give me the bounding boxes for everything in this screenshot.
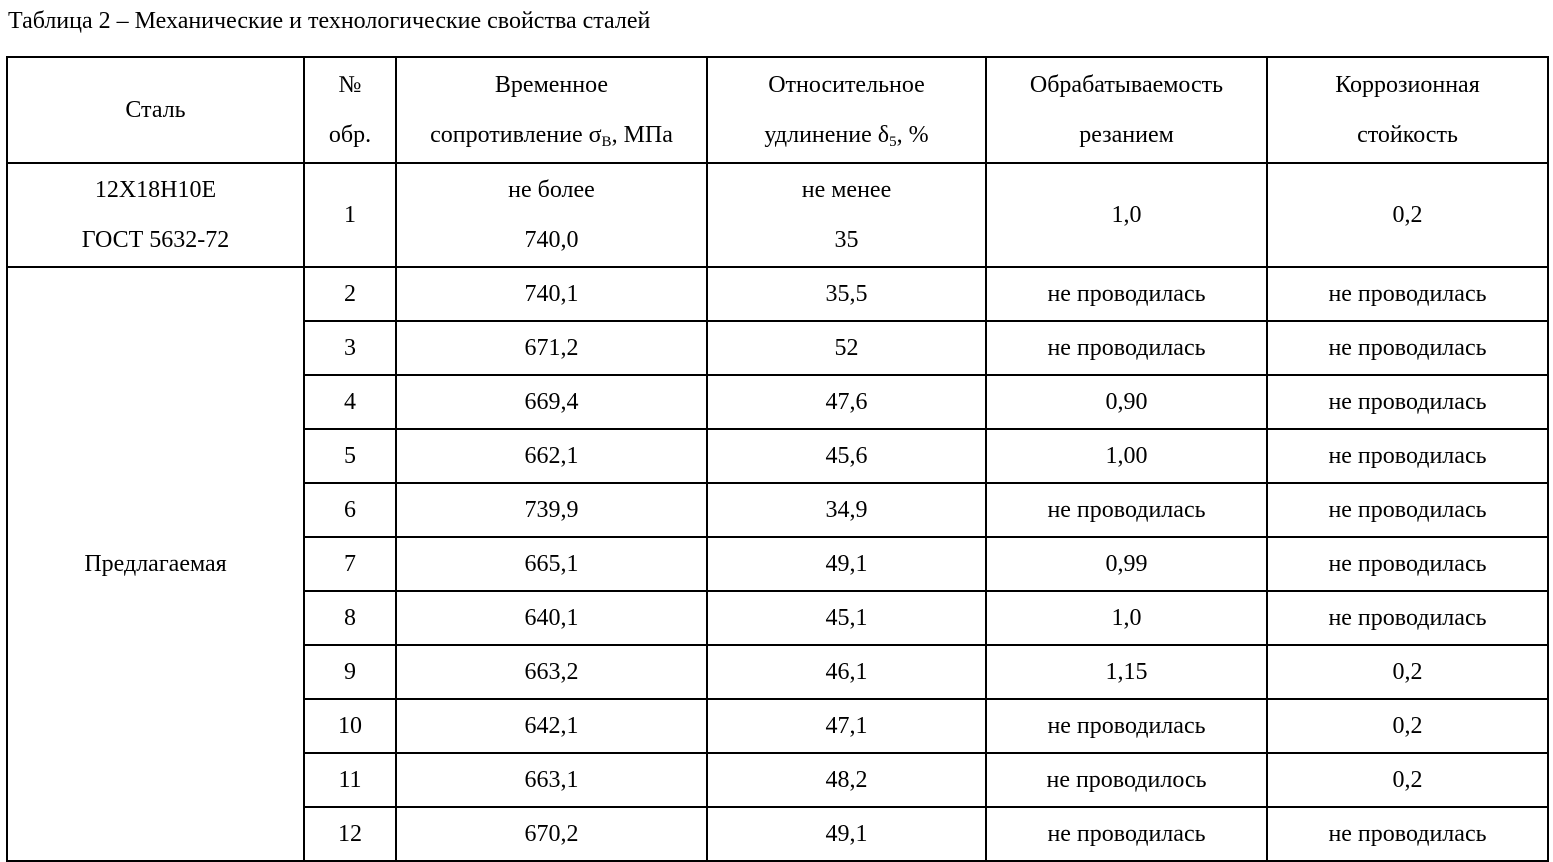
cell-elong: 48,2 — [707, 753, 986, 807]
cell-machinability: 1,00 — [986, 429, 1267, 483]
header-corrosion — [1267, 57, 1548, 163]
header-strength-line1: Временное — [494, 72, 609, 98]
standard-steel-gost: ГОСТ 5632-72 — [81, 227, 230, 253]
cell-machinability: 1,0 — [986, 591, 1267, 645]
header-number-line2: обр. — [328, 122, 372, 148]
standard-strength-cell — [396, 163, 707, 267]
cell-machinability: не проводилась — [986, 807, 1267, 861]
cell-elong: 45,6 — [707, 429, 986, 483]
cell-corrosion: 0,2 — [1267, 699, 1548, 753]
standard-strength-value: 740,0 — [524, 227, 579, 253]
cell-corrosion: 0,2 — [1267, 753, 1548, 807]
standard-elongation-cell — [707, 163, 986, 267]
cell-num: 3 — [304, 321, 396, 375]
cell-elong: 45,1 — [707, 591, 986, 645]
standard-number: 1 — [344, 202, 356, 228]
cell-elong: 52 — [707, 321, 986, 375]
cell-elong: 35,5 — [707, 267, 986, 321]
cell-elong: 47,1 — [707, 699, 986, 753]
cell-machinability: 1,15 — [986, 645, 1267, 699]
cell-strength: 665,1 — [396, 537, 707, 591]
properties-table — [6, 56, 1549, 862]
cell-strength: 739,9 — [396, 483, 707, 537]
cell-elong: 49,1 — [707, 807, 986, 861]
cell-num: 7 — [304, 537, 396, 591]
standard-elongation-value: 35 — [834, 227, 859, 253]
table-row — [7, 267, 1548, 321]
header-strength-unit: , МПа — [611, 122, 673, 148]
standard-steel-grade: 12Х18Н10Е — [94, 177, 217, 203]
cell-num: 11 — [304, 753, 396, 807]
header-number — [304, 57, 396, 163]
cell-elong: 47,6 — [707, 375, 986, 429]
cell-num: 8 — [304, 591, 396, 645]
cell-machinability: не проводилась — [986, 483, 1267, 537]
cell-corrosion: 0,2 — [1267, 645, 1548, 699]
cell-strength: 671,2 — [396, 321, 707, 375]
cell-corrosion: не проводилась — [1267, 267, 1548, 321]
header-corrosion-line1: Коррозионная — [1335, 72, 1480, 98]
cell-strength: 669,4 — [396, 375, 707, 429]
cell-num: 10 — [304, 699, 396, 753]
standard-number-cell — [304, 163, 396, 267]
header-machinability — [986, 57, 1267, 163]
cell-strength: 642,1 — [396, 699, 707, 753]
header-elongation-line2 — [708, 110, 985, 160]
cell-machinability: не проводилась — [986, 699, 1267, 753]
cell-machinability: не проводилась — [986, 267, 1267, 321]
proposed-steel-label: Предлагаемая — [84, 551, 227, 577]
cell-corrosion: не проводилась — [1267, 483, 1548, 537]
standard-strength-qualifier: не более — [508, 177, 595, 203]
cell-corrosion: не проводилась — [1267, 375, 1548, 429]
header-elongation-text: удлинение δ — [764, 122, 890, 148]
header-row — [7, 57, 1548, 163]
cell-machinability: 0,90 — [986, 375, 1267, 429]
header-corrosion-line2: стойкость — [1357, 122, 1458, 148]
cell-strength: 662,1 — [396, 429, 707, 483]
cell-strength: 663,2 — [396, 645, 707, 699]
header-number-line1: № — [338, 72, 362, 98]
cell-machinability: не проводилось — [986, 753, 1267, 807]
cell-elong: 49,1 — [707, 537, 986, 591]
table-caption: Таблица 2 – Механические и технологические свойства сталей — [8, 8, 651, 34]
cell-corrosion: не проводилась — [1267, 429, 1548, 483]
header-strength-line2 — [397, 110, 706, 160]
proposed-steel-cell — [7, 267, 304, 861]
header-strength-subscript: В — [601, 134, 612, 150]
header-strength-text: сопротивление σ — [430, 122, 602, 148]
cell-corrosion: не проводилась — [1267, 591, 1548, 645]
cell-num: 2 — [304, 267, 396, 321]
cell-machinability: не проводилась — [986, 321, 1267, 375]
cell-elong: 46,1 — [707, 645, 986, 699]
cell-num: 5 — [304, 429, 396, 483]
cell-num: 9 — [304, 645, 396, 699]
cell-num: 6 — [304, 483, 396, 537]
header-elongation-line1: Относительное — [768, 72, 925, 98]
standard-elongation-qualifier: не менее — [801, 177, 892, 203]
cell-corrosion: не проводилась — [1267, 537, 1548, 591]
header-steel — [7, 57, 304, 163]
cell-strength: 740,1 — [396, 267, 707, 321]
cell-strength: 663,1 — [396, 753, 707, 807]
header-elongation-unit: , % — [896, 122, 929, 148]
cell-machinability: 0,99 — [986, 537, 1267, 591]
cell-num: 4 — [304, 375, 396, 429]
header-machinability-line2: резанием — [1079, 122, 1174, 148]
cell-strength: 640,1 — [396, 591, 707, 645]
standard-corrosion: 0,2 — [1392, 202, 1423, 228]
standard-corrosion-cell — [1267, 163, 1548, 267]
standard-steel-row — [7, 163, 1548, 267]
header-strength — [396, 57, 707, 163]
cell-strength: 670,2 — [396, 807, 707, 861]
cell-corrosion: не проводилась — [1267, 807, 1548, 861]
standard-machinability: 1,0 — [1111, 202, 1142, 228]
header-machinability-line1: Обрабатываемость — [1029, 72, 1224, 98]
header-elongation — [707, 57, 986, 163]
cell-num: 12 — [304, 807, 396, 861]
standard-machinability-cell — [986, 163, 1267, 267]
cell-corrosion: не проводилась — [1267, 321, 1548, 375]
header-steel-label: Сталь — [125, 97, 186, 123]
cell-elong: 34,9 — [707, 483, 986, 537]
header-elongation-subscript: 5 — [889, 134, 897, 150]
standard-steel-cell — [7, 163, 304, 267]
